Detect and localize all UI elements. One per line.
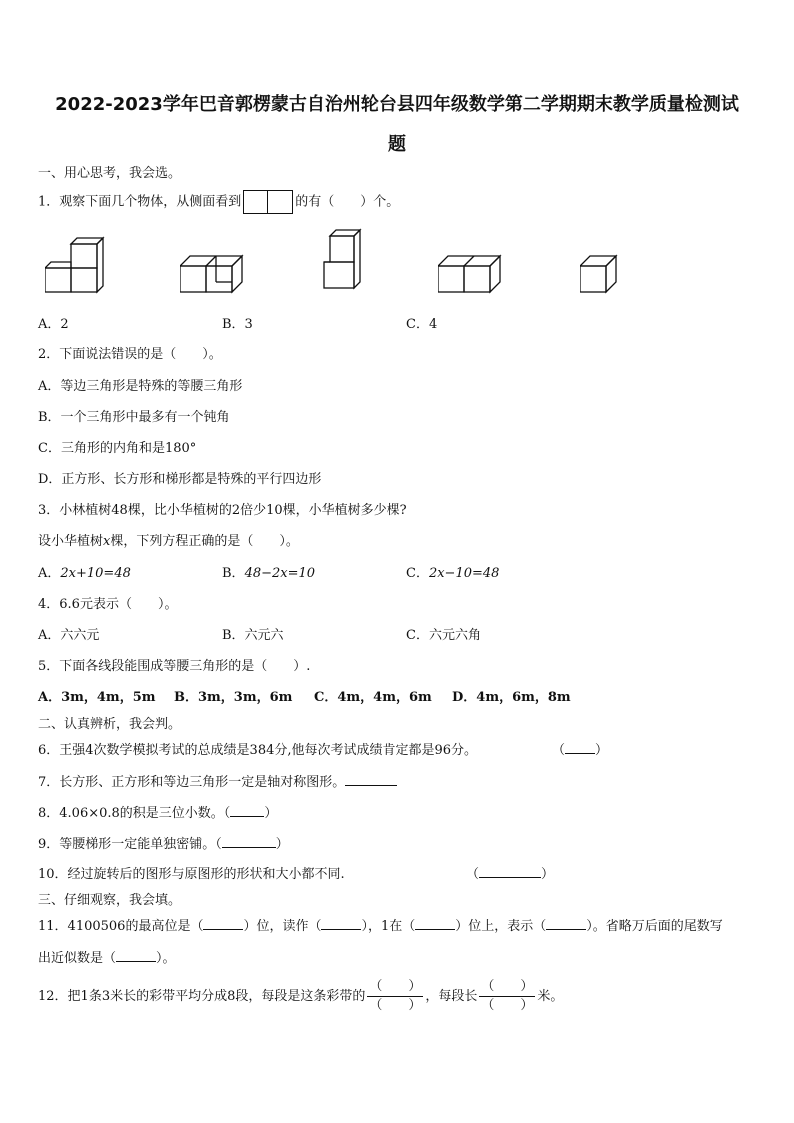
paren: （ [552,743,566,758]
figure-object-1 [45,236,109,296]
question-8-text: 8．4.06×0.8的积是三位小数。 [38,806,224,821]
q11-blank-4[interactable] [546,929,586,930]
blank-line [222,847,276,848]
question-9 [38,833,289,852]
fraction-blank-1[interactable] [367,978,423,1015]
question-3-sub-pre: 设小华植树 [38,534,104,549]
question-2-option-c[interactable]: C．三角形的内角和是180° [38,441,197,456]
figure-object-2 [180,254,244,296]
paren: ） [264,806,278,821]
question-6-answer-blank[interactable] [552,739,608,758]
figure-object-3 [320,228,364,296]
question-4: 4．6.6元表示（ ）。 [38,597,178,612]
q12-text-3: 米。 [537,989,564,1004]
q11-blank-3[interactable] [415,929,455,930]
equation: 2x−10=48 [428,566,500,581]
paren: （ [223,806,231,821]
question-3-sub [38,530,299,549]
question-8 [38,802,277,821]
q12-text-1: 12．把1条3米长的彩带平均分成8段，每段是这条彩带的 [38,989,366,1004]
q11-text-6: 出近似数是（ [38,951,117,966]
question-4-option-c[interactable]: C．六元六角 [406,628,481,643]
blank-line [479,877,541,878]
question-7-text: 7．长方形、正方形和等边三角形一定是轴对称图形。 [38,775,346,790]
question-1-post: 的有（ ）个。 [295,194,400,210]
question-2-option-a[interactable]: A．等边三角形是特殊的等腰三角形 [38,379,243,394]
option-label: C． [406,566,429,581]
question-3-sub-post: 棵，下列方程正确的是（ ）。 [110,534,299,549]
page-title-cont: 题 [388,134,406,155]
q11-text-3: ），1在（ [361,919,416,934]
question-5-option-a[interactable]: A．3m，4m，5m [38,690,156,705]
section-2-heading: 二、认真辨析，我会判。 [38,717,182,732]
paren: ） [541,867,555,882]
paren: （ [466,867,480,882]
figure-object-5 [580,254,620,296]
question-3-option-a[interactable] [38,562,131,581]
question-1 [38,190,399,214]
option-label: B． [222,566,245,581]
section-3-heading: 三、仔细观察，我会填。 [38,893,182,908]
question-3-option-c[interactable] [406,562,499,581]
equation: 2x+10=48 [60,566,131,581]
question-9-text: 9．等腰梯形一定能单独密铺。 [38,837,216,852]
question-3-option-b[interactable] [222,562,315,581]
q11-text-2: ）位，读作（ [243,919,322,934]
blank-line [565,753,595,754]
numerator-blank: （ ） [367,978,423,997]
question-1-pre: 1．观察下面几个物体，从侧面看到 [38,194,242,210]
paren: （ [215,837,222,852]
q11-blank-1[interactable] [203,929,243,930]
q11-text-1: 11．4100506的最高位是（ [38,919,204,934]
question-6 [38,739,477,758]
question-10 [38,863,345,882]
q12-text-2: ，每段长 [425,989,478,1004]
side-view-figure [243,190,293,214]
question-7-answer-blank[interactable] [345,785,397,786]
question-6-text: 6．王强4次数学模拟考试的总成绩是384分,他每次考试成绩肯定都是96分。 [38,743,478,758]
numerator-blank: （ ） [479,978,535,997]
question-1-option-b[interactable]: B．3 [222,317,253,332]
question-4-option-b[interactable]: B．六元六 [222,628,284,643]
question-9-answer-blank[interactable] [215,837,289,852]
option-label: A． [38,566,61,581]
question-10-answer-blank[interactable] [466,863,554,882]
question-5-option-c[interactable]: C．4m，4m，6m [314,690,432,705]
question-8-answer-blank[interactable] [224,806,278,821]
question-4-option-a[interactable]: A．六六元 [38,628,100,643]
q11-text-5: ）。省略万后面的尾数写 [586,919,723,934]
question-3: 3．小林植树48棵，比小华植树的2倍少10棵，小华植树多少棵? [38,503,407,518]
question-5: 5．下面各线段能围成等腰三角形的是（ ）. [38,659,311,674]
denominator-blank: （ ） [369,998,422,1013]
question-12 [38,978,563,1015]
figure-object-4 [438,254,504,296]
question-2: 2．下面说法错误的是（ ）。 [38,347,222,362]
paren: ） [275,837,289,852]
q11-blank-2[interactable] [321,929,361,930]
denominator-blank: （ ） [481,998,534,1013]
question-11-cont [38,947,176,966]
q11-text-7: ）。 [156,951,176,966]
question-1-option-a[interactable]: A．2 [38,317,69,332]
question-10-text: 10．经过旋转后的图形与原图形的形状和大小都不同. [38,867,345,882]
question-7 [38,771,397,790]
q11-text-4: ）位上，表示（ [455,919,547,934]
q11-blank-5[interactable] [116,961,156,962]
section-1-heading: 一、用心思考，我会选。 [38,166,182,181]
question-11 [38,915,723,934]
blank-line [230,816,264,817]
equation: 48−2x=10 [244,566,316,581]
fraction-blank-2[interactable] [479,978,535,1015]
question-5-option-d[interactable]: D．4m，6m，8m [452,690,571,705]
question-2-option-d[interactable]: D．正方形、长方形和梯形都是特殊的平行四边形 [38,472,322,487]
paren: ） [595,743,609,758]
page-title: 2022-2023学年巴音郭楞蒙古自治州轮台县四年级数学第二学期期末教学质量检测试 [55,94,739,115]
variable-x: x [103,534,111,549]
question-5-option-b[interactable]: B．3m，3m，6m [174,690,293,705]
question-2-option-b[interactable]: B．一个三角形中最多有一个钝角 [38,410,230,425]
question-1-option-c[interactable]: C．4 [406,317,438,332]
